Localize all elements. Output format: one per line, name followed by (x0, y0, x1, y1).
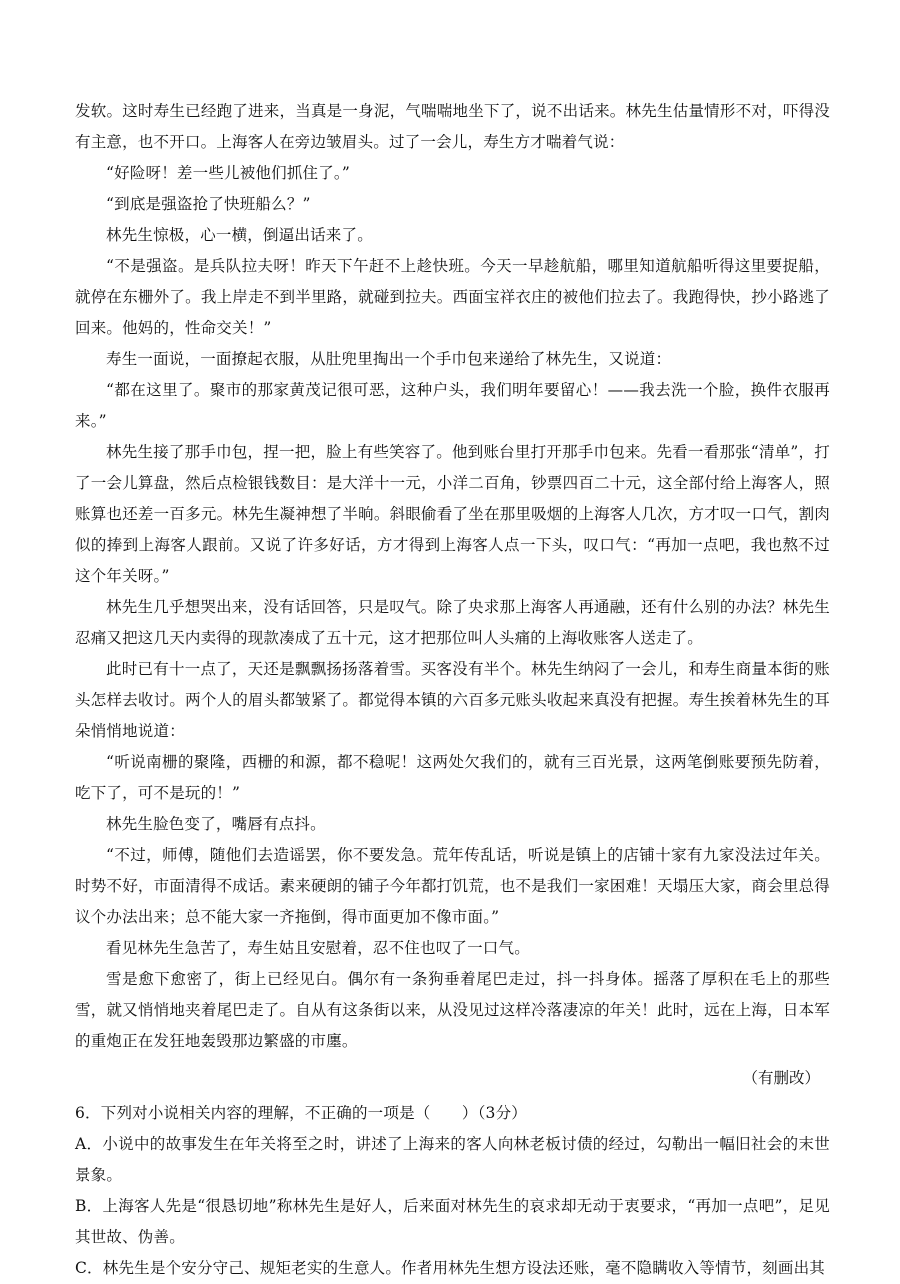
option-b: B．上海客人先是“很恳切地”称林先生是好人，后来面对林先生的哀求却无动于衷要求，“再加一点吧”，足见其世故、伪善。 (75, 1197, 830, 1246)
paragraph: “好险呀！差一些儿被他们抓住了。” (106, 164, 350, 182)
document-page (75, 96, 830, 1284)
option-c: C．林先生是个安分守己、规矩老实的生意人。作者用林先生想方设法还账，毫不隐瞒收入等情节，刻画出其 (75, 1259, 825, 1277)
paragraph: “不过，师傅，随他们去造谣罢，你不要发急。荒年传乱话，听说是镇上的店铺十家有九家没法过年关。时势不好，市面清得不成话。素来硬朗的铺子今年都打饥荒，也不是我们一家困难！天塌压大家，商会里总得议个办法出来；总不能大家一齐拖倒，得市面更加不像市面。” (75, 846, 830, 926)
paragraph: “都在这里了。聚市的那家黄茂记很可恶，这种户头，我们明年要留心！——我去洗一个脸，换件衣服再来。” (75, 381, 830, 430)
paragraph: 雪是愈下愈密了，街上已经见白。偶尔有一条狗垂着尾巴走过，抖一抖身体。摇落了厚积在毛上的那些雪，就又悄悄地夹着尾巴走了。自从有这条街以来，从没见过这样冷落凄凉的年关！此时，远在上海，日本军的重炮正在发狂地轰毁那边繁盛的市廛。 (75, 970, 830, 1050)
option-a: A．小说中的故事发生在年关将至之时，讲述了上海来的客人向林老板讨债的经过，勾勒出一幅旧社会的末世景象。 (75, 1135, 830, 1184)
paragraph: “不是强盗。是兵队拉夫呀！昨天下午赶不上趁快班。今天一早趁航船，哪里知道航船听得这里要捉船，就停在东栅外了。我上岸走不到半里路，就碰到拉夫。西面宝祥衣庄的被他们拉去了。我跑得快，抄小路逃了回来。他妈的，性命交关！” (75, 257, 830, 337)
paragraph: 林先生惊极，心一横，倒逼出话来了。 (106, 226, 373, 244)
paragraph: “到底是强盗抢了快班船么？” (106, 195, 311, 213)
paragraph: 寿生一面说，一面撩起衣服，从肚兜里掏出一个手巾包来递给了林先生，又说道： (106, 350, 672, 368)
passage (75, 96, 830, 1094)
paragraph: 林先生脸色变了，嘴唇有点抖。 (106, 815, 326, 833)
paragraph: 林先生接了那手巾包，捏一把，脸上有些笑容了。他到账台里打开那手巾包来。先看一看那张“清单”，打了一会儿算盘，然后点检银钱数目：是大洋十一元，小洋二百角，钞票四百二十元，这全部付给上海客人，照账算也还差一百多元。林先生凝神想了半晌。斜眼偷看了坐在那里吸烟的上海客人几次，方才叹一口气，割肉似的捧到上海客人跟前。又说了许多好话，方才得到上海客人点一下头，叹口气：“再加一点吧，我也熬不过这个年关呀。” (75, 443, 830, 585)
paragraph: 看见林先生急苦了，寿生姑且安慰着，忍不住也叹了一口气。 (106, 939, 530, 957)
question-6 (75, 1098, 830, 1284)
question-stem: 6．下列对小说相关内容的理解，不正确的一项是（ ）（3分） (75, 1104, 527, 1122)
paragraph: 林先生几乎想哭出来，没有话回答，只是叹气。除了央求那上海客人再通融，还有什么别的办法？林先生忍痛又把这几天内卖得的现款凑成了五十元，这才把那位叫人头痛的上海收账客人送走了。 (75, 598, 830, 647)
paragraph: 此时已有十一点了，天还是飘飘扬扬落着雪。买客没有半个。林先生纳闷了一会儿，和寿生商量本街的账头怎样去收讨。两个人的眉头都皱紧了。都觉得本镇的六百多元账头收起来真没有把握。寿生挨着林先生的耳朵悄悄地说道： (75, 660, 830, 740)
paragraph: 发软。这时寿生已经跑了进来，当真是一身泥，气喘喘地坐下了，说不出话来。林先生估量情形不对，吓得没有主意，也不开口。上海客人在旁边皱眉头。过了一会儿，寿生方才喘着气说： (75, 102, 830, 151)
source-note: （有删改） (742, 1069, 820, 1087)
paragraph: “听说南栅的聚隆，西栅的和源，都不稳呢！这两处欠我们的，就有三百光景，这两笔倒账要预先防着，吃下了，可不是玩的！” (75, 753, 830, 802)
